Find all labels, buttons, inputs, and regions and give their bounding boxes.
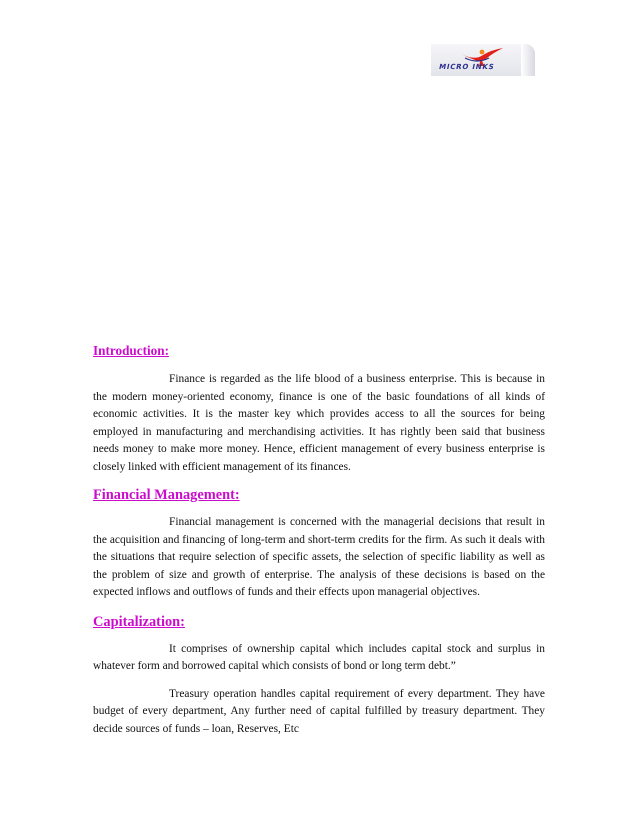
capitalization-heading: Capitalization: bbox=[93, 613, 185, 630]
capitalization-paragraph-1: It comprises of ownership capital which includes capital stock and surplus in whatever form and borrowed capital which consists of bond or long term debt.” bbox=[93, 642, 545, 672]
micro-inks-logo bbox=[431, 44, 535, 76]
logo-text: MICRO INKS bbox=[438, 63, 496, 71]
capitalization-paragraph-2: Treasury operation handles capital requirement of every department. They have budget of every department, Any further need of capital fulfilled by treasury department. They decide sources of funds – loan, Reserves, Etc bbox=[93, 687, 545, 735]
financial-management-heading: Financial Management: bbox=[93, 487, 240, 503]
introduction-heading: Introduction: bbox=[93, 343, 169, 358]
logo-figure-icon bbox=[431, 44, 535, 76]
introduction-paragraph: Finance is regarded as the life blood of a business enterprise. This is because in the modern money-oriented economy, finance is one of the basic foundations of all kinds of economic activities. It is the master key which provides access to all the sources for being employed in manufacturing and merchandising activities. It has rightly been said that business needs money to make more money. Hence, efficient management of every business enterprise is closely linked with efficient management of its finances. bbox=[93, 373, 545, 473]
document-content bbox=[93, 342, 545, 738]
financial-management-paragraph: Financial management is concerned with the managerial decisions that result in the acquisition and financing of long-term and short-term credits for the firm. As such it deals with the situations that require selection of specific assets, the selection of specific liability as well as the problem of size and growth of enterprise. The analysis of these decisions is based on the expected inflows and outflows of funds and their effects upon managerial objectives. bbox=[93, 516, 545, 598]
